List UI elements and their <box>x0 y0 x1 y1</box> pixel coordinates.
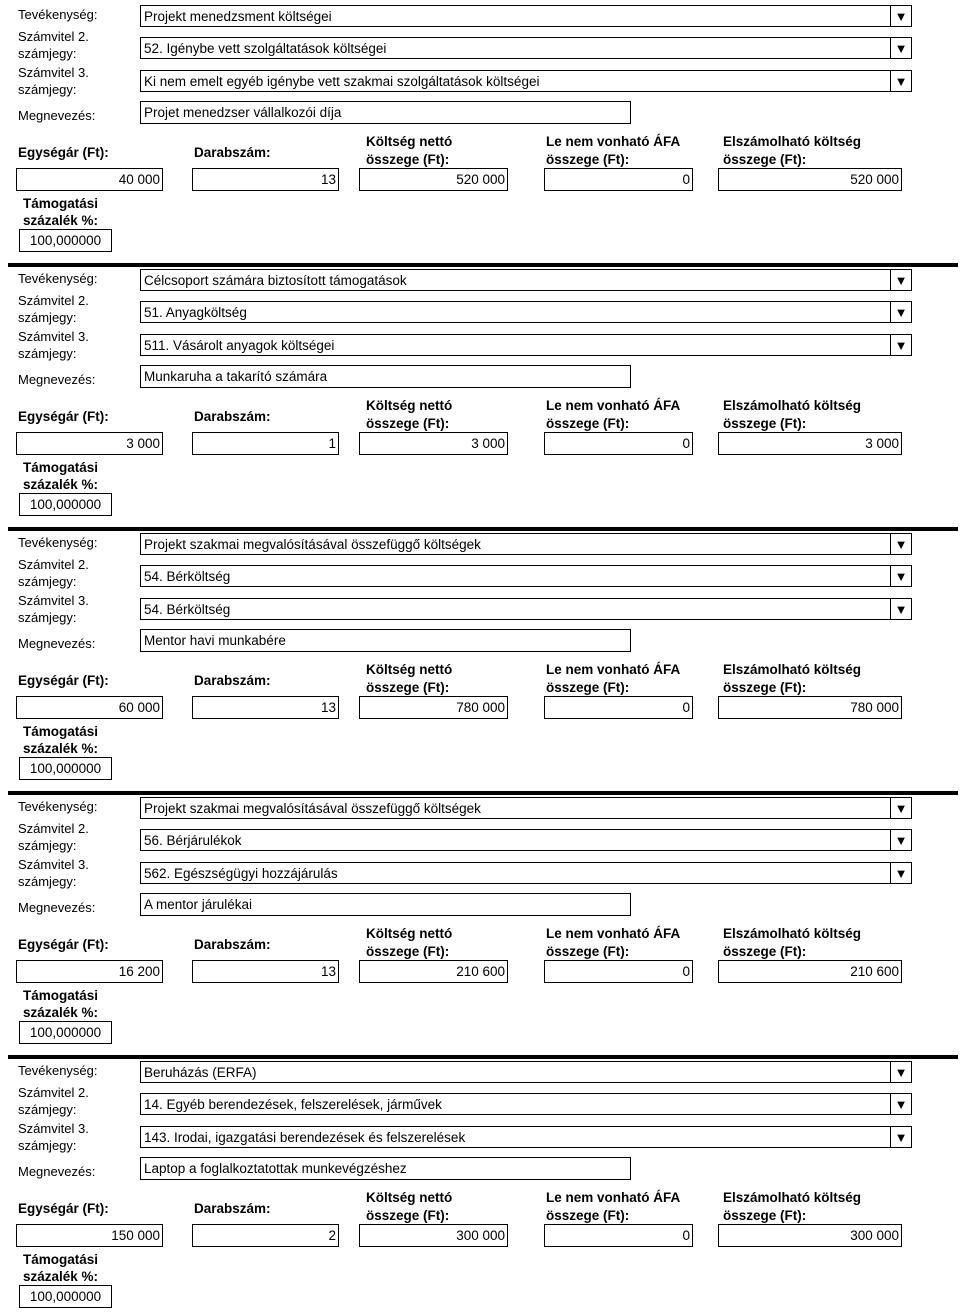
quantity-label: Darabszám: <box>194 1201 271 1216</box>
account2-value: 54. Bérköltség <box>144 569 231 584</box>
support-label-line1: Támogatási <box>23 1252 99 1267</box>
account3-value: 143. Irodai, igazgatási berendezések és felszerelések <box>144 1130 466 1145</box>
account3-label-line1: Számvitel 3. <box>18 1121 89 1136</box>
dropdown-arrow-icon[interactable]: ▼ <box>890 302 911 322</box>
activity-select[interactable] <box>140 269 912 291</box>
activity-value: Projekt szakmai megvalósításával összefüggő költségek <box>144 801 481 816</box>
unit-price-input[interactable]: 60 000 <box>16 696 163 719</box>
account2-value: 52. Igénybe vett szolgáltatások költségei <box>144 41 387 56</box>
support-label-line2: százalék %: <box>23 213 99 228</box>
net-cost-label-line1: Költség nettó <box>366 662 453 677</box>
account2-label-line1: Számvitel 2. <box>18 1085 89 1100</box>
net-cost-label-line2: összege (Ft): <box>366 416 450 431</box>
account2-label-line2: számjegy: <box>18 310 77 325</box>
dropdown-arrow-icon[interactable]: ▼ <box>890 38 911 58</box>
name-input[interactable]: A mentor járulékai <box>140 893 631 916</box>
account3-label-line1: Számvitel 3. <box>18 65 89 80</box>
vat-input[interactable]: 0 <box>544 1224 693 1247</box>
activity-value: Célcsoport számára biztosított támogatások <box>144 273 407 288</box>
account2-value: 14. Egyéb berendezések, felszerelések, járművek <box>144 1097 442 1112</box>
net-cost-label-line1: Költség nettó <box>366 134 453 149</box>
activity-label: Tevékenység: <box>18 535 98 550</box>
unit-price-label: Egységár (Ft): <box>18 145 109 160</box>
support-label-line1: Támogatási <box>23 724 99 739</box>
cost-item-block <box>0 792 960 1056</box>
support-percent-input[interactable]: 100,000000 <box>19 757 112 780</box>
account3-select[interactable] <box>140 598 912 620</box>
quantity-label: Darabszám: <box>194 409 271 424</box>
eligible-input[interactable]: 520 000 <box>718 168 902 191</box>
dropdown-arrow-icon[interactable]: ▼ <box>890 6 911 26</box>
vat-label-line1: Le nem vonható ÁFA <box>546 398 681 413</box>
account2-select[interactable] <box>140 37 912 59</box>
activity-select[interactable] <box>140 5 912 27</box>
account3-value: 54. Bérköltség <box>144 602 231 617</box>
dropdown-arrow-icon[interactable]: ▼ <box>890 863 911 883</box>
account3-value: 511. Vásárolt anyagok költségei <box>144 338 335 353</box>
support-label-line1: Támogatási <box>23 460 99 475</box>
account3-value: Ki nem emelt egyéb igénybe vett szakmai szolgáltatások költségei <box>144 74 540 89</box>
net-cost-input[interactable]: 210 600 <box>359 960 508 983</box>
vat-input[interactable]: 0 <box>544 432 693 455</box>
vat-label-line2: összege (Ft): <box>546 416 630 431</box>
account2-value: 56. Bérjárulékok <box>144 833 242 848</box>
account2-select[interactable] <box>140 829 912 851</box>
account3-select[interactable] <box>140 1126 912 1148</box>
support-percent-input[interactable]: 100,000000 <box>19 1021 112 1044</box>
account2-label-line1: Számvitel 2. <box>18 293 89 308</box>
eligible-label-line2: összege (Ft): <box>723 1208 807 1223</box>
account3-select[interactable] <box>140 334 912 356</box>
activity-label: Tevékenység: <box>18 799 98 814</box>
quantity-input[interactable]: 2 <box>192 1224 339 1247</box>
quantity-label: Darabszám: <box>194 937 271 952</box>
vat-input[interactable]: 0 <box>544 168 693 191</box>
account3-label-line2: számjegy: <box>18 610 77 625</box>
account3-label-line1: Számvitel 3. <box>18 857 89 872</box>
activity-label: Tevékenység: <box>18 1063 98 1078</box>
vat-label-line1: Le nem vonható ÁFA <box>546 134 681 149</box>
net-cost-label-line2: összege (Ft): <box>366 152 450 167</box>
eligible-label-line2: összege (Ft): <box>723 416 807 431</box>
activity-value: Beruházás (ERFA) <box>144 1065 257 1080</box>
name-label: Megnevezés: <box>18 900 96 915</box>
vat-label-line1: Le nem vonható ÁFA <box>546 1190 681 1205</box>
activity-value: Projekt szakmai megvalósításával összefüggő költségek <box>144 537 481 552</box>
quantity-label: Darabszám: <box>194 145 271 160</box>
eligible-label-line1: Elszámolható költség <box>723 398 862 413</box>
eligible-label-line2: összege (Ft): <box>723 680 807 695</box>
cost-item-block <box>0 528 960 792</box>
dropdown-arrow-icon[interactable]: ▼ <box>890 1127 911 1147</box>
account2-select[interactable] <box>140 1093 912 1115</box>
account2-value: 51. Anyagköltség <box>144 305 247 320</box>
net-cost-input[interactable]: 520 000 <box>359 168 508 191</box>
eligible-label-line1: Elszámolható költség <box>723 926 862 941</box>
dropdown-arrow-icon[interactable]: ▼ <box>890 599 911 619</box>
dropdown-arrow-icon[interactable]: ▼ <box>890 830 911 850</box>
quantity-input[interactable]: 1 <box>192 432 339 455</box>
account3-label-line2: számjegy: <box>18 1138 77 1153</box>
dropdown-arrow-icon[interactable]: ▼ <box>890 534 911 554</box>
dropdown-arrow-icon[interactable]: ▼ <box>890 1094 911 1114</box>
vat-input[interactable]: 0 <box>544 696 693 719</box>
support-label-line1: Támogatási <box>23 988 99 1003</box>
quantity-input[interactable]: 13 <box>192 960 339 983</box>
account2-label-line1: Számvitel 2. <box>18 557 89 572</box>
cost-item-block <box>0 0 960 264</box>
account3-label-line2: számjegy: <box>18 874 77 889</box>
dropdown-arrow-icon[interactable]: ▼ <box>890 270 911 290</box>
activity-label: Tevékenység: <box>18 7 98 22</box>
account2-select[interactable] <box>140 301 912 323</box>
dropdown-arrow-icon[interactable]: ▼ <box>890 798 911 818</box>
activity-select[interactable] <box>140 797 912 819</box>
quantity-input[interactable]: 13 <box>192 168 339 191</box>
account2-label-line2: számjegy: <box>18 838 77 853</box>
support-percent-input[interactable]: 100,000000 <box>19 1285 112 1308</box>
vat-label-line2: összege (Ft): <box>546 152 630 167</box>
vat-label-line2: összege (Ft): <box>546 680 630 695</box>
account3-select[interactable] <box>140 70 912 92</box>
unit-price-input[interactable]: 150 000 <box>16 1224 163 1247</box>
account3-label-line1: Számvitel 3. <box>18 593 89 608</box>
name-label: Megnevezés: <box>18 372 96 387</box>
eligible-input[interactable]: 780 000 <box>718 696 902 719</box>
net-cost-input[interactable]: 300 000 <box>359 1224 508 1247</box>
eligible-label-line1: Elszámolható költség <box>723 1190 862 1205</box>
name-label: Megnevezés: <box>18 1164 96 1179</box>
vat-label-line1: Le nem vonható ÁFA <box>546 662 681 677</box>
support-label-line2: százalék %: <box>23 741 99 756</box>
net-cost-label-line2: összege (Ft): <box>366 680 450 695</box>
eligible-input[interactable]: 210 600 <box>718 960 902 983</box>
account3-select[interactable] <box>140 862 912 884</box>
vat-input[interactable]: 0 <box>544 960 693 983</box>
net-cost-label-line2: összege (Ft): <box>366 1208 450 1223</box>
support-percent-input[interactable]: 100,000000 <box>19 493 112 516</box>
account2-label-line2: számjegy: <box>18 574 77 589</box>
eligible-label-line2: összege (Ft): <box>723 152 807 167</box>
activity-label: Tevékenység: <box>18 271 98 286</box>
unit-price-input[interactable]: 40 000 <box>16 168 163 191</box>
unit-price-label: Egységár (Ft): <box>18 409 109 424</box>
name-label: Megnevezés: <box>18 108 96 123</box>
name-input[interactable]: Munkaruha a takarító számára <box>140 365 631 388</box>
account3-label-line2: számjegy: <box>18 346 77 361</box>
activity-select[interactable] <box>140 1061 912 1083</box>
net-cost-label-line1: Költség nettó <box>366 398 453 413</box>
net-cost-label-line1: Költség nettó <box>366 1190 453 1205</box>
account2-select[interactable] <box>140 565 912 587</box>
name-input[interactable]: Projet menedzser vállalkozói díja <box>140 101 631 124</box>
unit-price-input[interactable]: 3 000 <box>16 432 163 455</box>
account2-label-line1: Számvitel 2. <box>18 29 89 44</box>
unit-price-label: Egységár (Ft): <box>18 937 109 952</box>
quantity-input[interactable]: 13 <box>192 696 339 719</box>
support-percent-input[interactable]: 100,000000 <box>19 229 112 252</box>
vat-label-line2: összege (Ft): <box>546 944 630 959</box>
unit-price-input[interactable]: 16 200 <box>16 960 163 983</box>
account2-label-line1: Számvitel 2. <box>18 821 89 836</box>
activity-value: Projekt menedzsment költségei <box>144 9 332 24</box>
net-cost-label-line1: Költség nettó <box>366 926 453 941</box>
eligible-input[interactable]: 3 000 <box>718 432 902 455</box>
account3-value: 562. Egészségügyi hozzájárulás <box>144 866 338 881</box>
dropdown-arrow-icon[interactable]: ▼ <box>890 335 911 355</box>
account2-label-line2: számjegy: <box>18 1102 77 1117</box>
eligible-label-line1: Elszámolható költség <box>723 662 862 677</box>
support-label-line2: százalék %: <box>23 477 99 492</box>
dropdown-arrow-icon[interactable]: ▼ <box>890 71 911 91</box>
support-label-line1: Támogatási <box>23 196 99 211</box>
quantity-label: Darabszám: <box>194 673 271 688</box>
net-cost-input[interactable]: 780 000 <box>359 696 508 719</box>
unit-price-label: Egységár (Ft): <box>18 673 109 688</box>
name-label: Megnevezés: <box>18 636 96 651</box>
account3-label-line2: számjegy: <box>18 82 77 97</box>
support-label-line2: százalék %: <box>23 1269 99 1284</box>
vat-label-line1: Le nem vonható ÁFA <box>546 926 681 941</box>
cost-item-block <box>0 1056 960 1313</box>
name-input[interactable]: Mentor havi munkabére <box>140 629 631 652</box>
unit-price-label: Egységár (Ft): <box>18 1201 109 1216</box>
support-label-line2: százalék %: <box>23 1005 99 1020</box>
account2-label-line2: számjegy: <box>18 46 77 61</box>
account3-label-line1: Számvitel 3. <box>18 329 89 344</box>
net-cost-label-line2: összege (Ft): <box>366 944 450 959</box>
eligible-input[interactable]: 300 000 <box>718 1224 902 1247</box>
eligible-label-line2: összege (Ft): <box>723 944 807 959</box>
vat-label-line2: összege (Ft): <box>546 1208 630 1223</box>
net-cost-input[interactable]: 3 000 <box>359 432 508 455</box>
cost-item-block <box>0 264 960 528</box>
activity-select[interactable] <box>140 533 912 555</box>
dropdown-arrow-icon[interactable]: ▼ <box>890 566 911 586</box>
dropdown-arrow-icon[interactable]: ▼ <box>890 1062 911 1082</box>
eligible-label-line1: Elszámolható költség <box>723 134 862 149</box>
name-input[interactable]: Laptop a foglalkoztatottak munkevégzéshez <box>140 1157 631 1180</box>
